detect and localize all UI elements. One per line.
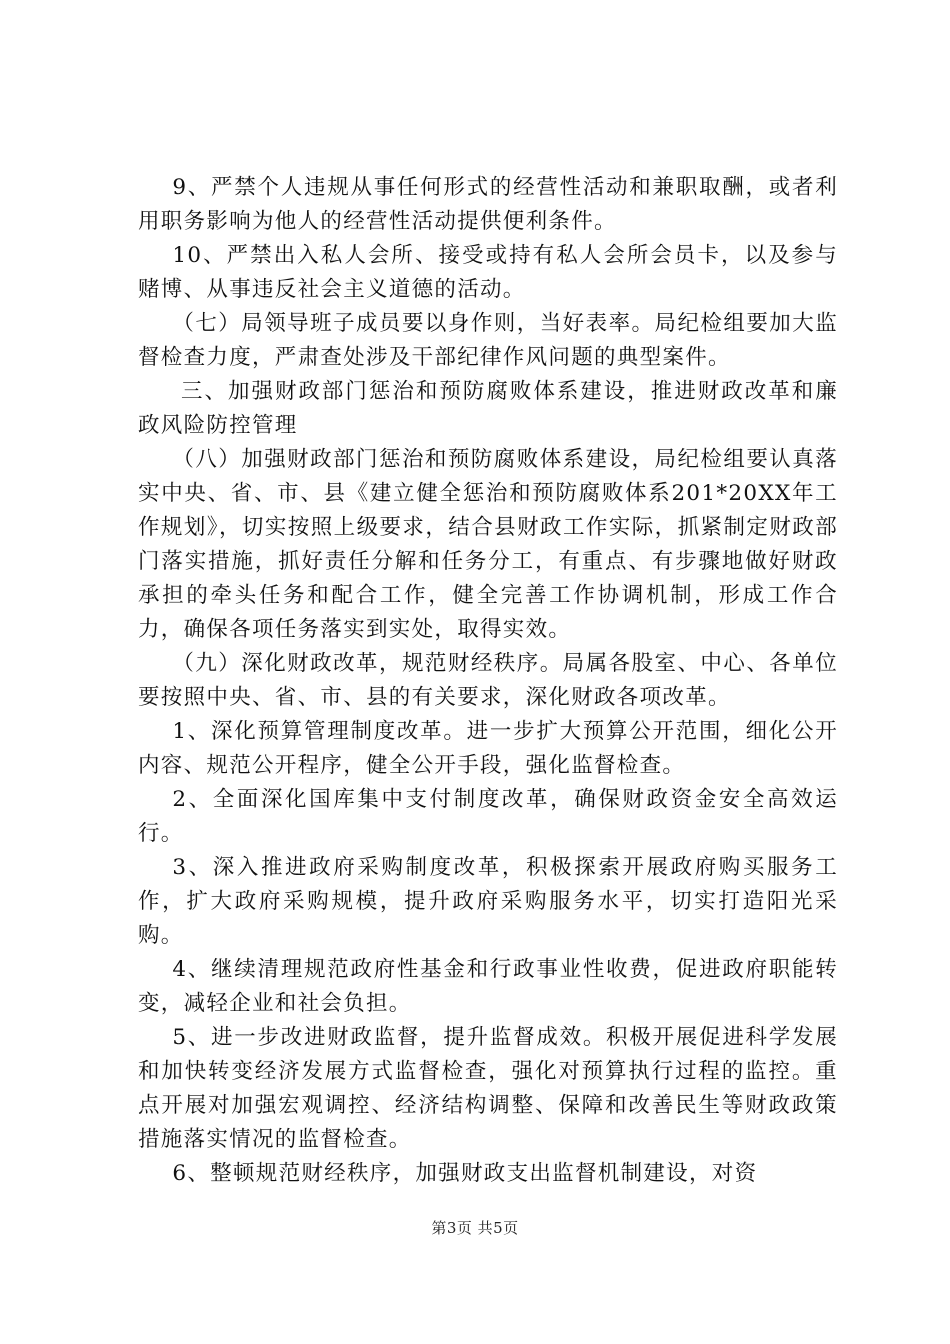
paragraph-section-7: （七）局领导班子成员要以身作则，当好表率。局纪检组要加大监督检查力度，严肃查处涉及干部纪律作风问题的典型案件。 [138, 311, 838, 370]
document-body [138, 171, 838, 1191]
paragraph-section-9: （九）深化财政改革，规范财经秩序。局属各股室、中心、各单位要按照中央、省、市、县的有关要求，深化财政各项改革。 [138, 651, 838, 710]
section-heading-3: 三、加强财政部门惩治和预防腐败体系建设，推进财政改革和廉政风险防控管理 [138, 379, 838, 438]
paragraph-item-1: 1、深化预算管理制度改革。进一步扩大预算公开范围，细化公开内容、规范公开程序，健全公开手段，强化监督检查。 [138, 719, 838, 778]
paragraph-item-2: 2、全面深化国库集中支付制度改革，确保财政资金安全高效运行。 [138, 787, 838, 846]
paragraph-section-8: （八）加强财政部门惩治和预防腐败体系建设，局纪检组要认真落实中央、省、市、县《建立健全惩治和预防腐败体系201*20XX年工作规划》，切实按照上级要求，结合县财政工作实际，抓紧制定财政部门落实措施，抓好责任分解和任务分工，有重点、有步骤地做好财政承担的牵头任务和配合工作，健全完善工作协调机制，形成工作合力，确保各项任务落实到实处，取得实效。 [138, 447, 838, 642]
paragraph-item-10: 10、严禁出入私人会所、接受或持有私人会所会员卡，以及参与赌博、从事违反社会主义道德的活动。 [138, 243, 838, 302]
paragraph-item-6: 6、整顿规范财经秩序，加强财政支出监督机制建设，对资 [172, 1161, 758, 1186]
paragraph-item-4: 4、继续清理规范政府性基金和行政事业性收费，促进政府职能转变，减轻企业和社会负担。 [138, 957, 838, 1016]
paragraph-item-3: 3、深入推进政府采购制度改革，积极探索开展政府购买服务工作，扩大政府采购规模，提升政府采购服务水平，切实打造阳光采购。 [138, 855, 838, 948]
page-footer: 第3页 共5页 [431, 1219, 519, 1237]
paragraph-item-9: 9、严禁个人违规从事任何形式的经营性活动和兼职取酬，或者利用职务影响为他人的经营性活动提供便利条件。 [138, 175, 838, 234]
paragraph-item-5: 5、进一步改进财政监督，提升监督成效。积极开展促进科学发展和加快转变经济发展方式监督检查，强化对预算执行过程的监控。重点开展对加强宏观调控、经济结构调整、保障和改善民生等财政政策措施落实情况的监督检查。 [138, 1025, 838, 1152]
